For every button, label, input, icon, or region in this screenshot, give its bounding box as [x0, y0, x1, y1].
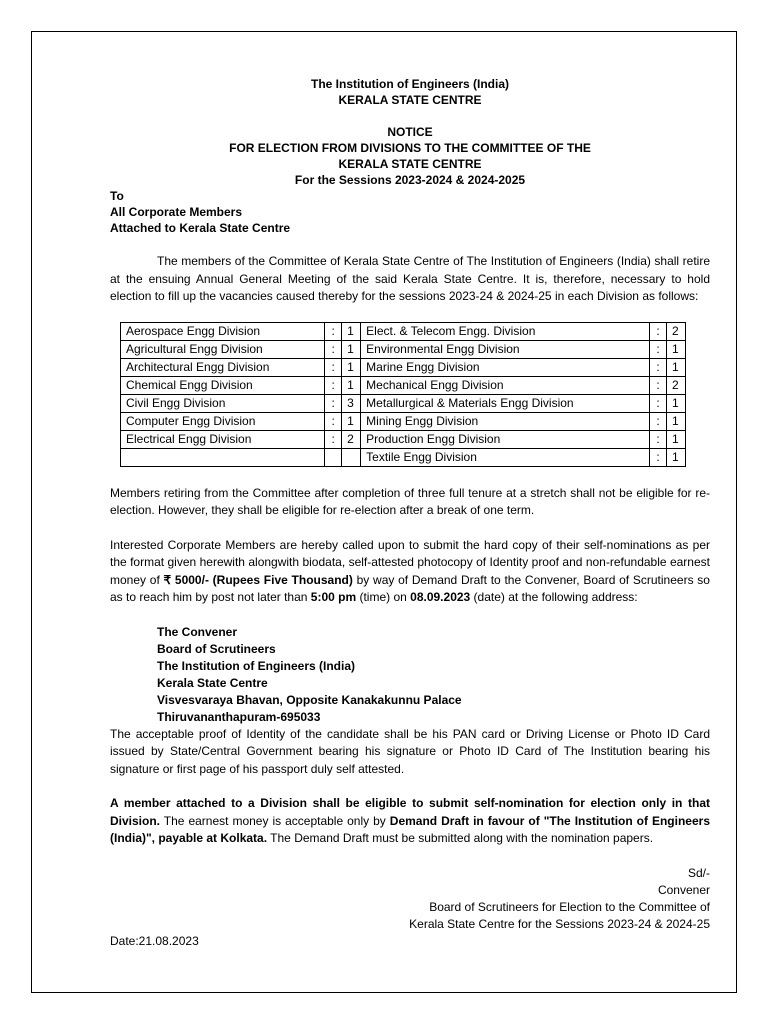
division-row [121, 340, 686, 358]
division-colon-left: : [325, 358, 342, 376]
division-colon-right: : [650, 430, 667, 448]
division-name-right: Textile Engg Division [361, 448, 650, 466]
division-name-right: Mining Engg Division [361, 412, 650, 430]
division-name-left: Agricultural Engg Division [121, 340, 325, 358]
address-line: Board of Scrutineers [157, 641, 276, 656]
deadline-time: 5:00 pm [310, 590, 357, 604]
address-line: Thiruvananthapuram-695033 [157, 709, 321, 724]
eligibility-paragraph [110, 795, 710, 848]
address-line: Kerala State Centre [157, 675, 268, 690]
eligibility-bold-2: Demand Draft in favour of "The Institution of Engineers (India)", payable at Kolkata. [110, 813, 710, 845]
division-seats-right: 1 [667, 430, 686, 448]
division-name-left: Chemical Engg Division [121, 376, 325, 394]
division-name-right: Environmental Engg Division [361, 340, 650, 358]
nomination-paragraph [110, 537, 710, 607]
division-colon-left: : [325, 376, 342, 394]
division-colon-left: : [325, 430, 342, 448]
to-label: To [110, 189, 124, 203]
division-colon-left: : [325, 412, 342, 430]
centre-name: KERALA STATE CENTRE [338, 93, 482, 107]
addressee-line-1: All Corporate Members [110, 205, 243, 219]
division-seats-right: 1 [667, 394, 686, 412]
division-colon-right: : [650, 412, 667, 430]
division-colon-right: : [650, 448, 667, 466]
nomination-text-4: (date) at the following address: [470, 590, 638, 604]
division-row [121, 448, 686, 466]
division-seats-left: 1 [342, 358, 361, 376]
division-colon-right: : [650, 376, 667, 394]
signatory-line-1: Board of Scrutineers for Election to the Committee of [429, 899, 710, 914]
eligibility-text-2: The Demand Draft must be submitted along with the nomination papers. [267, 831, 654, 845]
division-name-right: Metallurgical & Materials Engg Division [361, 394, 650, 412]
division-colon-left: : [325, 340, 342, 358]
addressee-line-2: Attached to Kerala State Centre [110, 221, 291, 235]
deadline-date: 08.09.2023 [410, 590, 471, 604]
division-seats-left: 3 [342, 394, 361, 412]
division-seats-left: 1 [342, 412, 361, 430]
division-row [121, 430, 686, 448]
notice-content [110, 76, 710, 950]
division-name-left: Civil Engg Division [121, 394, 325, 412]
division-seats-right: 1 [667, 448, 686, 466]
division-colon-right: : [650, 394, 667, 412]
division-colon-left: : [325, 394, 342, 412]
division-row [121, 394, 686, 412]
identity-paragraph: The acceptable proof of Identity of the candidate shall be his PAN card or Driving License or Photo ID Card issued by State/Central Government bearing his signature or Photo ID Card of The Institution bearing his signature or first page of his passport duly self attested. [110, 726, 710, 776]
subject-line-2: KERALA STATE CENTRE [338, 157, 482, 171]
division-colon-right: : [650, 322, 667, 340]
sd-mark: Sd/- [687, 865, 710, 880]
signatory-line-2: Kerala State Centre for the Sessions 2023-24 & 2024-25 [409, 916, 710, 931]
division-row [121, 358, 686, 376]
address-line: The Institution of Engineers (India) [157, 658, 355, 673]
division-name-left [121, 448, 325, 466]
nomination-text-2: by way of Demand Draft to the Convener, Board of Scrutineers so as to reach him by post not later than [110, 572, 710, 604]
notice-date: Date:21.08.2023 [110, 933, 199, 948]
division-name-right: Marine Engg Division [361, 358, 650, 376]
division-row [121, 376, 686, 394]
division-seats-right: 1 [667, 340, 686, 358]
division-name-right: Mechanical Engg Division [361, 376, 650, 394]
retiring-paragraph: Members retiring from the Committee after completion of three full tenure at a stretch shall not be eligible for re-election. However, they shall be eligible for re-election after a break of one term. [110, 485, 710, 517]
division-row [121, 322, 686, 340]
sessions-line: For the Sessions 2023-2024 & 2024-2025 [294, 173, 526, 187]
division-name-right: Elect. & Telecom Engg. Division [361, 322, 650, 340]
division-colon-left: : [325, 322, 342, 340]
eligibility-text-1: The earnest money is acceptable only by [160, 813, 390, 828]
nomination-text-1: Interested Corporate Members are hereby called upon to submit the hard copy of their self-nominations as per the format given herewith alongwith biodata, self-attested photocopy of Identity proof and non-refundable earnest money of [110, 537, 710, 587]
earnest-amount: ₹ 5000/- (Rupees Five Thousand) [163, 572, 353, 587]
division-seats-left: 1 [342, 322, 361, 340]
intro-paragraph: The members of the Committee of Kerala State Centre of The Institution of Engineers (India) shall retire at the ensuing Annual General Meeting of the said Kerala State Centre. It is, therefore, necessary to hold election to fill up the vacancies caused thereby for the sessions 2023-24 & 2024-25 in each Division as follows: [110, 254, 710, 303]
signature-block [110, 865, 710, 933]
address-line: Visvesvaraya Bhavan, Opposite Kanakakunnu Palace [157, 692, 462, 707]
division-name-right: Production Engg Division [361, 430, 650, 448]
division-colon-right: : [650, 340, 667, 358]
division-colon-right: : [650, 358, 667, 376]
address-line: The Convener [157, 624, 238, 639]
division-seats-right: 1 [667, 412, 686, 430]
division-seats-left: 1 [342, 340, 361, 358]
division-seats-left: 1 [342, 376, 361, 394]
division-name-left: Aerospace Engg Division [121, 322, 325, 340]
division-seats-right: 1 [667, 358, 686, 376]
nomination-text-3: (time) on [356, 590, 411, 604]
division-seats-left: 2 [342, 430, 361, 448]
division-seats-left [342, 448, 361, 466]
org-name: The Institution of Engineers (India) [311, 77, 509, 91]
division-seats-right: 2 [667, 322, 686, 340]
division-name-left: Electrical Engg Division [121, 430, 325, 448]
signatory-title: Convener [657, 882, 710, 897]
notice-page [31, 31, 737, 993]
division-row [121, 412, 686, 430]
subject-line-1: FOR ELECTION FROM DIVISIONS TO THE COMMITTEE OF THE [229, 141, 591, 155]
division-name-left: Architectural Engg Division [121, 358, 325, 376]
division-colon-left [325, 448, 342, 466]
division-name-left: Computer Engg Division [121, 412, 325, 430]
convener-address [157, 624, 710, 726]
division-seats-right: 2 [667, 376, 686, 394]
divisions-table [120, 322, 686, 467]
eligibility-bold-1: A member attached to a Division shall be eligible to submit self-nomination for election only in that Division. [110, 796, 710, 828]
notice-title: NOTICE [387, 125, 433, 139]
